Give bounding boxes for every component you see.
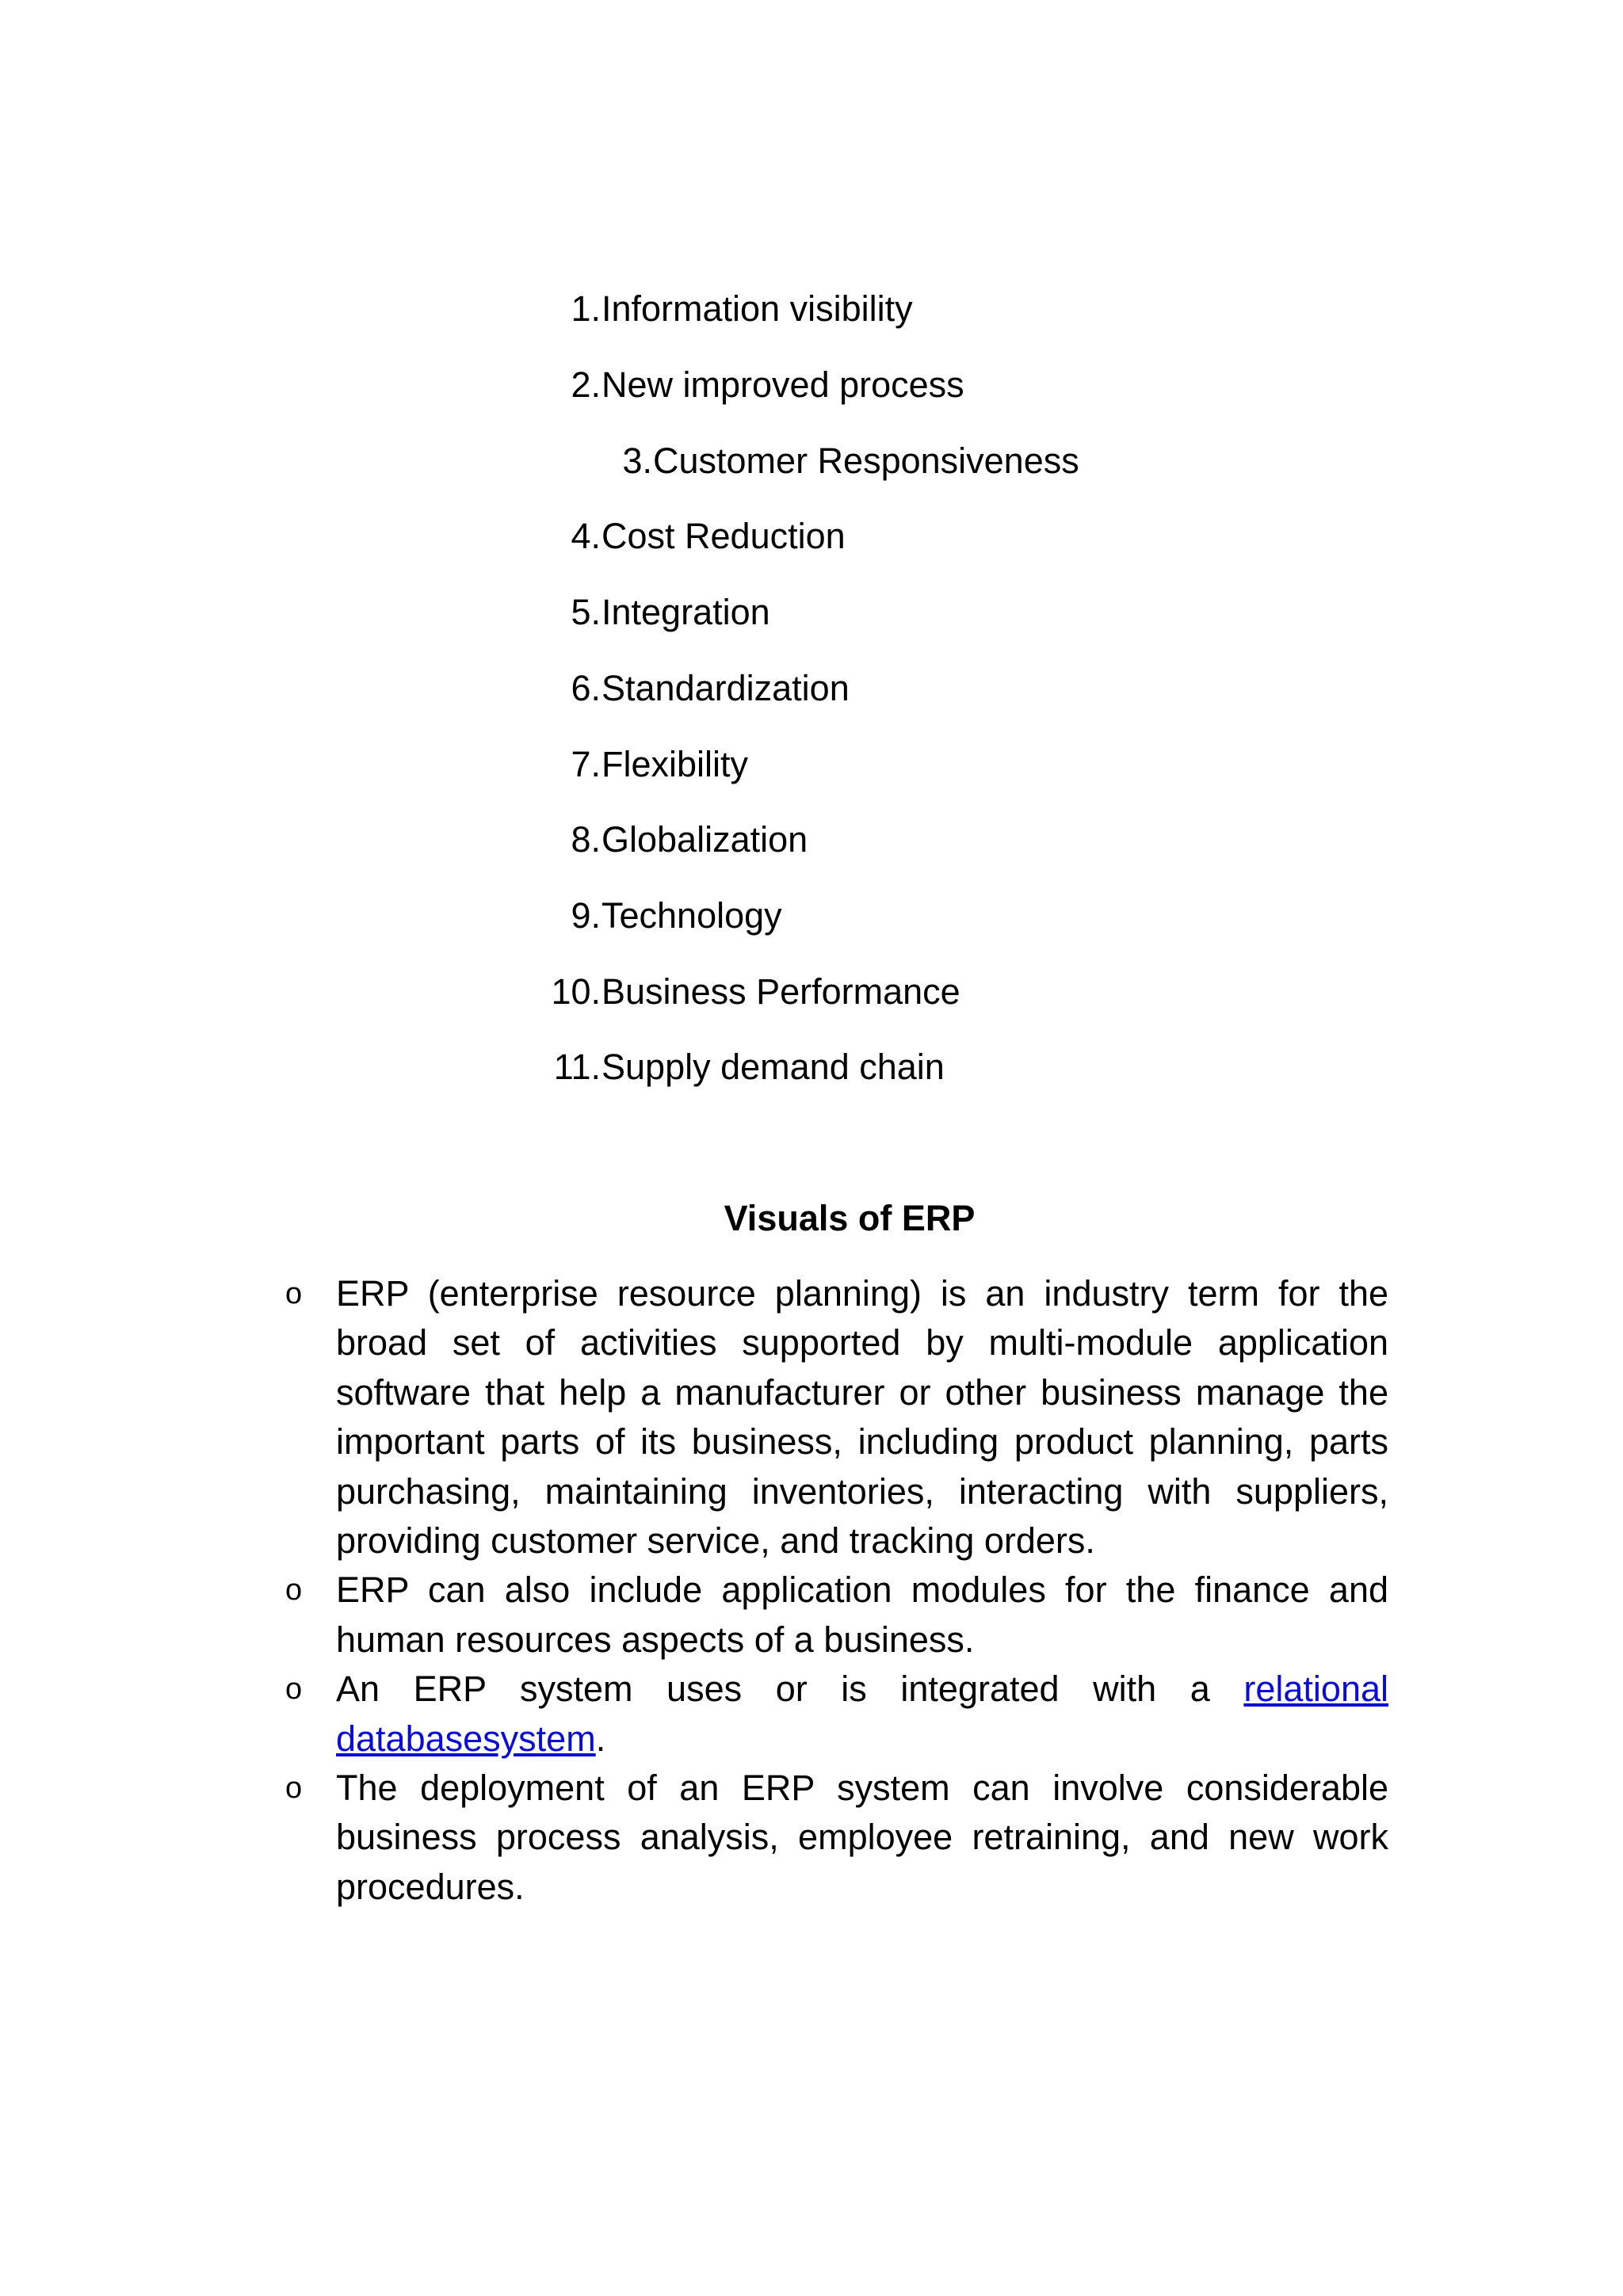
bullet-text: ERP can also include application modules for the finance and human resources aspects of a business.: [336, 1569, 1388, 1660]
relational-database-link[interactable]: relational databasesystem: [336, 1669, 1388, 1759]
list-item-text: Information visibility: [601, 288, 913, 329]
list-item-text: Customer Responsiveness: [653, 441, 1079, 481]
list-item-number: 6.: [571, 668, 601, 708]
list-item-text: New improved process: [601, 364, 964, 405]
bullet-marker: o: [285, 1672, 303, 1707]
bullet-marker: o: [285, 1772, 303, 1806]
benefits-numbered-list: [0, 0, 1623, 1109]
bullet-item: [285, 1566, 1388, 1665]
list-item-number: 8.: [571, 819, 601, 860]
list-item-number: 2.: [571, 364, 601, 405]
bullet-text-before-link: An ERP system uses or is integrated with a: [336, 1669, 1244, 1710]
list-item-text: Globalization: [601, 819, 808, 860]
list-item-text: Standardization: [601, 668, 850, 708]
list-item-text: Flexibility: [601, 744, 749, 784]
bullet-text-after-link: .: [595, 1718, 606, 1759]
list-item-text: Technology: [601, 895, 782, 936]
section-heading: Visuals of ERP: [724, 1198, 976, 1238]
list-item-text: Supply demand chain: [601, 1047, 945, 1087]
list-item-text: Integration: [601, 592, 770, 632]
bullet-item: [285, 1764, 1388, 1912]
bullet-marker: o: [285, 1573, 303, 1608]
bullet-item: [285, 1269, 1388, 1566]
bullet-text: ERP (enterprise resource planning) is an industry term for the broad set of activities supported by multi-module application software that help a manufacturer or other business manage the important parts of its business, including product planning, parts purchasing, maintaining inventories, interacting with suppliers, providing customer service, and tracking orders.: [336, 1273, 1388, 1562]
list-item-number: 5.: [571, 592, 601, 632]
list-item-number: 3.: [622, 441, 652, 481]
bullet-item: [285, 1665, 1388, 1764]
list-item-number: 10.: [551, 971, 601, 1012]
bullet-marker: o: [285, 1277, 303, 1310]
list-item-number: 1.: [571, 288, 601, 329]
list-item-number: 4.: [571, 516, 601, 556]
list-item-number: 7.: [571, 744, 601, 784]
bullet-list: [285, 1269, 1388, 1912]
list-item-number: 11.: [553, 1047, 601, 1087]
bullet-text: The deployment of an ERP system can involve considerable business process analysis, employee retraining, and new work procedures.: [336, 1768, 1388, 1907]
list-item-text: Business Performance: [601, 971, 960, 1012]
list-item-number: 9.: [571, 895, 601, 936]
list-item-text: Cost Reduction: [601, 516, 846, 556]
bullet-text: [336, 1665, 1388, 1764]
